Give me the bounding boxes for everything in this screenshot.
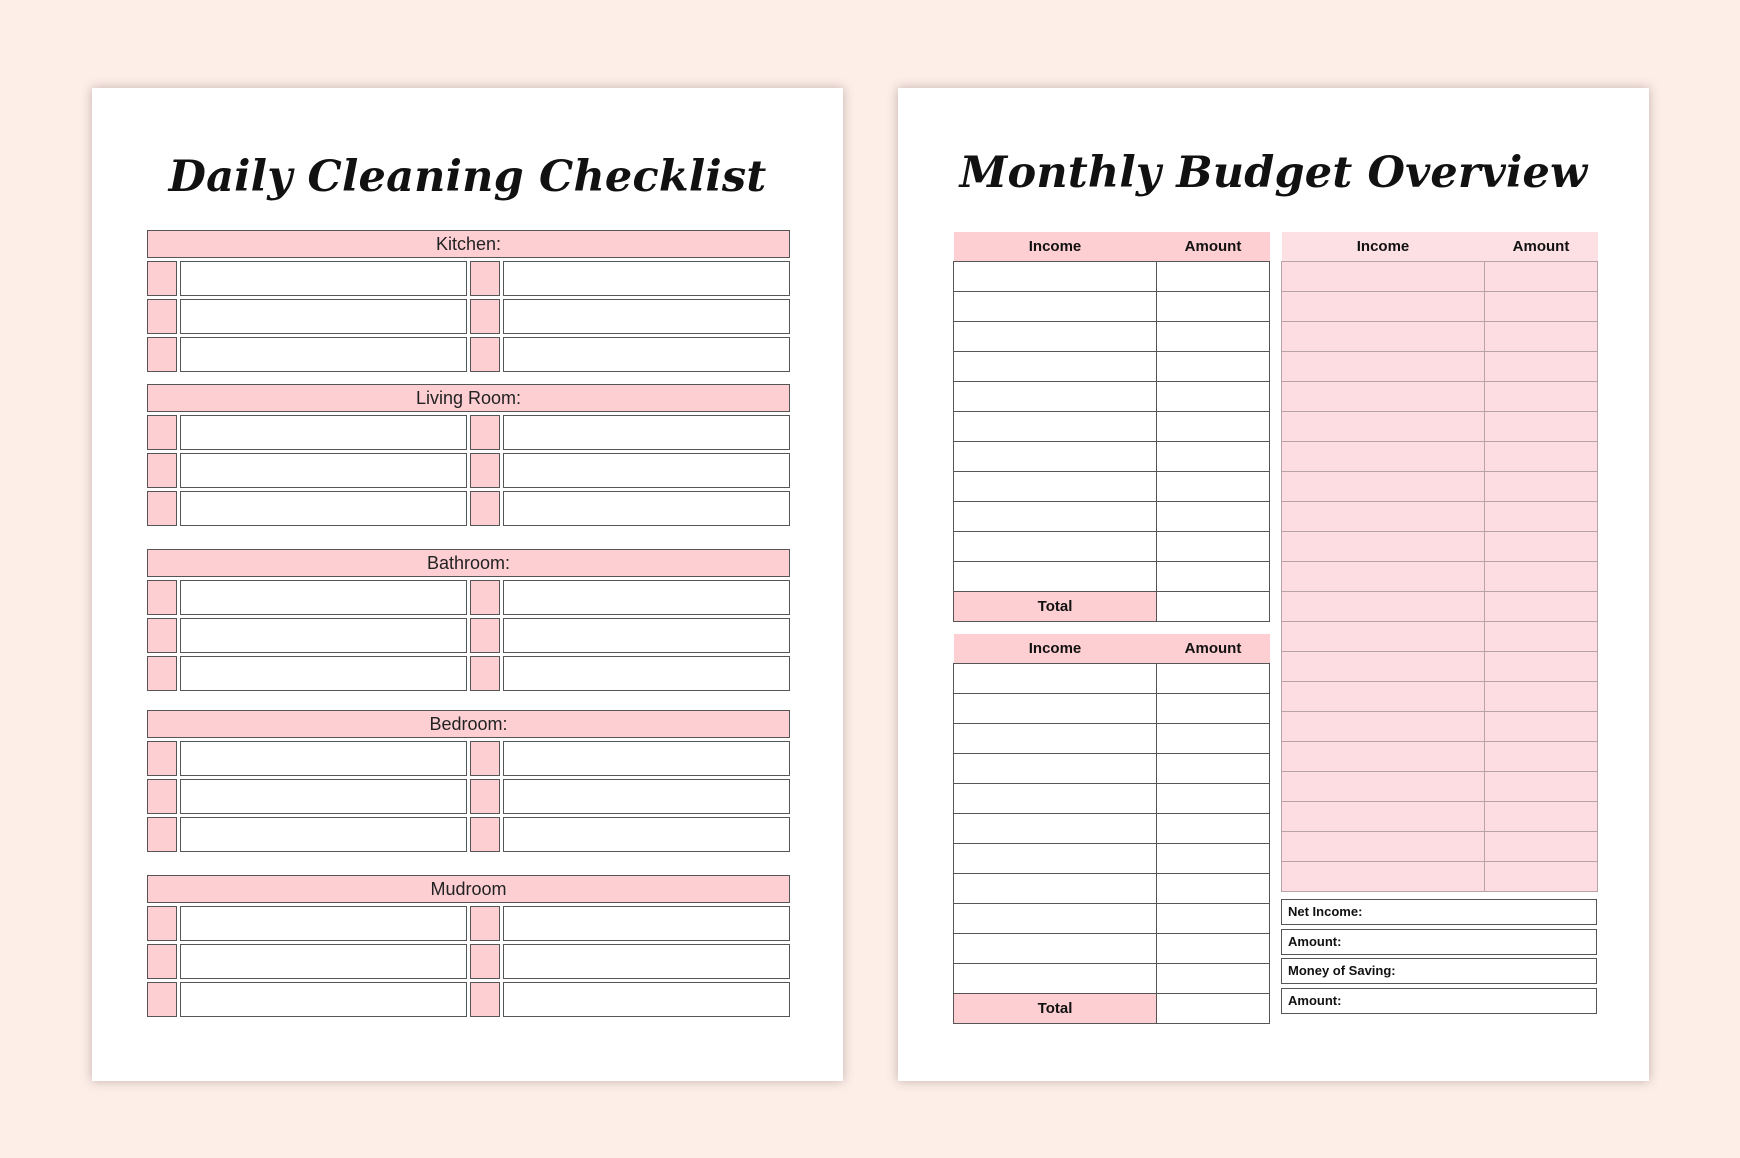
- amount-header: Amount: [1485, 232, 1598, 262]
- table-row: [954, 322, 1270, 352]
- table-row: [1282, 592, 1598, 622]
- table-row: [954, 874, 1270, 904]
- section-living-room: [147, 384, 790, 529]
- amount-cell[interactable]: [1157, 262, 1270, 292]
- task-line[interactable]: [180, 580, 467, 615]
- task-line[interactable]: [180, 982, 467, 1017]
- total-label: Total: [954, 592, 1157, 622]
- checklist-row: [147, 580, 790, 615]
- task-line[interactable]: [503, 580, 790, 615]
- checklist-row: [147, 741, 790, 776]
- checkbox[interactable]: [147, 337, 177, 372]
- amount-cell[interactable]: [1157, 382, 1270, 412]
- checkbox[interactable]: [470, 415, 500, 450]
- checkbox[interactable]: [470, 618, 500, 653]
- income-cell[interactable]: [1282, 262, 1485, 292]
- income-cell[interactable]: [1282, 622, 1485, 652]
- income-cell[interactable]: [954, 322, 1157, 352]
- task-line[interactable]: [503, 453, 790, 488]
- amount-cell[interactable]: [1485, 802, 1598, 832]
- income-cell[interactable]: [954, 292, 1157, 322]
- checkbox[interactable]: [147, 944, 177, 979]
- income-cell[interactable]: [954, 694, 1157, 724]
- table-row: [1282, 772, 1598, 802]
- task-line[interactable]: [503, 982, 790, 1017]
- amount-cell[interactable]: [1157, 442, 1270, 472]
- amount-cell[interactable]: [1157, 562, 1270, 592]
- checkbox[interactable]: [147, 618, 177, 653]
- amount-cell[interactable]: [1485, 592, 1598, 622]
- task-line[interactable]: [503, 261, 790, 296]
- income-cell[interactable]: [954, 352, 1157, 382]
- checkbox[interactable]: [470, 817, 500, 852]
- table-row: [954, 754, 1270, 784]
- table-row: [954, 934, 1270, 964]
- table-row: [954, 904, 1270, 934]
- amount-cell[interactable]: [1157, 934, 1270, 964]
- section-header: Bathroom:: [147, 549, 790, 577]
- income-cell[interactable]: [954, 502, 1157, 532]
- amount-cell[interactable]: [1157, 964, 1270, 994]
- income-header: Income: [954, 634, 1157, 664]
- income-cell[interactable]: [1282, 502, 1485, 532]
- amount-cell[interactable]: [1157, 322, 1270, 352]
- table-row: [1282, 442, 1598, 472]
- checkbox[interactable]: [470, 453, 500, 488]
- task-line[interactable]: [180, 656, 467, 691]
- table-row: [954, 814, 1270, 844]
- income-cell[interactable]: [1282, 742, 1485, 772]
- income-table-2: [953, 634, 1270, 1024]
- amount-cell[interactable]: [1157, 784, 1270, 814]
- table-row: [954, 562, 1270, 592]
- checklist-row: [147, 261, 790, 296]
- checkbox[interactable]: [470, 906, 500, 941]
- amount-cell[interactable]: [1485, 772, 1598, 802]
- amount-cell[interactable]: [1157, 532, 1270, 562]
- task-line[interactable]: [180, 779, 467, 814]
- checkbox[interactable]: [147, 906, 177, 941]
- budget-overview-page: [898, 88, 1649, 1081]
- checkbox[interactable]: [147, 982, 177, 1017]
- task-line[interactable]: [180, 261, 467, 296]
- total-label: Total: [954, 994, 1157, 1024]
- task-line[interactable]: [503, 491, 790, 526]
- table-row: [954, 844, 1270, 874]
- checklist-row: [147, 656, 790, 691]
- table-row: [1282, 802, 1598, 832]
- table-row: [1282, 652, 1598, 682]
- task-line[interactable]: [503, 779, 790, 814]
- check-rows: [147, 741, 790, 852]
- income-cell[interactable]: [1282, 862, 1485, 892]
- net-income-field[interactable]: Net Income:: [1281, 899, 1597, 925]
- table-body: [954, 664, 1270, 1024]
- amount-cell[interactable]: [1157, 754, 1270, 784]
- table-row: [954, 532, 1270, 562]
- checklist-row: [147, 618, 790, 653]
- checkbox[interactable]: [470, 741, 500, 776]
- table-row: [1282, 412, 1598, 442]
- checklist-row: [147, 299, 790, 334]
- income-cell[interactable]: [1282, 652, 1485, 682]
- table-row: [1282, 262, 1598, 292]
- income-cell[interactable]: [954, 874, 1157, 904]
- checkbox[interactable]: [147, 261, 177, 296]
- amount-cell[interactable]: [1485, 622, 1598, 652]
- total-row: [954, 592, 1270, 622]
- income-cell[interactable]: [1282, 352, 1485, 382]
- checklist-row: [147, 817, 790, 852]
- task-line[interactable]: [503, 944, 790, 979]
- task-line[interactable]: [180, 817, 467, 852]
- income-table-3: [1281, 232, 1598, 892]
- table-row: [1282, 712, 1598, 742]
- check-rows: [147, 261, 790, 372]
- check-rows: [147, 580, 790, 691]
- amount-cell[interactable]: [1157, 874, 1270, 904]
- task-line[interactable]: [503, 299, 790, 334]
- income-header: Income: [1282, 232, 1485, 262]
- section-header: Kitchen:: [147, 230, 790, 258]
- task-line[interactable]: [180, 299, 467, 334]
- task-line[interactable]: [180, 491, 467, 526]
- amount-cell[interactable]: [1485, 352, 1598, 382]
- amount-cell[interactable]: [1485, 832, 1598, 862]
- amount-cell[interactable]: [1157, 694, 1270, 724]
- section-bathroom: [147, 549, 790, 694]
- checkbox[interactable]: [470, 779, 500, 814]
- income-cell[interactable]: [1282, 592, 1485, 622]
- table-row: [954, 694, 1270, 724]
- total-row: [954, 994, 1270, 1024]
- income-cell[interactable]: [1282, 712, 1485, 742]
- income-cell[interactable]: [1282, 472, 1485, 502]
- checklist-row: [147, 944, 790, 979]
- amount-cell[interactable]: [1485, 262, 1598, 292]
- income-cell[interactable]: [954, 664, 1157, 694]
- task-line[interactable]: [503, 618, 790, 653]
- table-row: [1282, 352, 1598, 382]
- checkbox[interactable]: [470, 491, 500, 526]
- amount-cell[interactable]: [1485, 862, 1598, 892]
- checkbox[interactable]: [470, 261, 500, 296]
- amount-cell[interactable]: [1485, 562, 1598, 592]
- table-row: [954, 664, 1270, 694]
- task-line[interactable]: [503, 817, 790, 852]
- task-line[interactable]: [503, 656, 790, 691]
- checkbox[interactable]: [147, 491, 177, 526]
- income-cell[interactable]: [1282, 562, 1485, 592]
- section-bedroom: [147, 710, 790, 855]
- income-cell[interactable]: [954, 724, 1157, 754]
- table-row: [1282, 532, 1598, 562]
- table-row: [954, 412, 1270, 442]
- income-cell[interactable]: [954, 412, 1157, 442]
- checkbox[interactable]: [470, 982, 500, 1017]
- checkbox[interactable]: [470, 580, 500, 615]
- table-row: [954, 502, 1270, 532]
- total-amount-cell[interactable]: [1157, 592, 1270, 622]
- amount-header: Amount: [1157, 232, 1270, 262]
- checkbox[interactable]: [470, 337, 500, 372]
- table-row: [954, 472, 1270, 502]
- income-cell[interactable]: [954, 472, 1157, 502]
- income-cell[interactable]: [954, 262, 1157, 292]
- section-header: Mudroom: [147, 875, 790, 903]
- income-cell[interactable]: [954, 964, 1157, 994]
- amount-cell[interactable]: [1485, 502, 1598, 532]
- income-table-1: [953, 232, 1270, 622]
- checkbox[interactable]: [470, 299, 500, 334]
- checklist-row: [147, 491, 790, 526]
- check-rows: [147, 906, 790, 1017]
- table-row: [1282, 292, 1598, 322]
- table-row: [954, 964, 1270, 994]
- checkbox[interactable]: [470, 944, 500, 979]
- checkbox[interactable]: [147, 779, 177, 814]
- amount-field-1[interactable]: Amount:: [1281, 929, 1597, 955]
- table-row: [954, 784, 1270, 814]
- amount-cell[interactable]: [1485, 382, 1598, 412]
- amount-cell[interactable]: [1157, 664, 1270, 694]
- amount-cell[interactable]: [1485, 532, 1598, 562]
- amount-cell[interactable]: [1485, 292, 1598, 322]
- section-mudroom: [147, 875, 790, 1020]
- income-cell[interactable]: [1282, 682, 1485, 712]
- table-row: [954, 352, 1270, 382]
- amount-cell[interactable]: [1485, 652, 1598, 682]
- task-line[interactable]: [180, 741, 467, 776]
- checkbox[interactable]: [147, 453, 177, 488]
- amount-cell[interactable]: [1485, 412, 1598, 442]
- income-cell[interactable]: [954, 934, 1157, 964]
- money-saving-field[interactable]: Money of Saving:: [1281, 958, 1597, 984]
- income-cell[interactable]: [1282, 832, 1485, 862]
- table-row: [954, 382, 1270, 412]
- total-amount-cell[interactable]: [1157, 994, 1270, 1024]
- section-header: Living Room:: [147, 384, 790, 412]
- table-row: [1282, 622, 1598, 652]
- task-line[interactable]: [503, 337, 790, 372]
- page-title: Monthly Budget Overview: [959, 148, 1588, 198]
- income-cell[interactable]: [1282, 322, 1485, 352]
- task-line[interactable]: [503, 741, 790, 776]
- checkbox[interactable]: [147, 741, 177, 776]
- income-cell[interactable]: [1282, 802, 1485, 832]
- amount-header: Amount: [1157, 634, 1270, 664]
- amount-cell[interactable]: [1485, 682, 1598, 712]
- income-cell[interactable]: [1282, 532, 1485, 562]
- amount-cell[interactable]: [1485, 742, 1598, 772]
- checklist-row: [147, 779, 790, 814]
- income-cell[interactable]: [954, 532, 1157, 562]
- amount-cell[interactable]: [1157, 412, 1270, 442]
- page-title: Daily Cleaning Checklist: [168, 152, 767, 202]
- income-cell[interactable]: [954, 382, 1157, 412]
- amount-cell[interactable]: [1157, 502, 1270, 532]
- table-row: [954, 724, 1270, 754]
- income-cell[interactable]: [1282, 772, 1485, 802]
- income-cell[interactable]: [1282, 382, 1485, 412]
- table-row: [1282, 472, 1598, 502]
- income-cell[interactable]: [954, 562, 1157, 592]
- task-line[interactable]: [180, 453, 467, 488]
- task-line[interactable]: [180, 906, 467, 941]
- amount-cell[interactable]: [1157, 904, 1270, 934]
- checklist-row: [147, 982, 790, 1017]
- task-line[interactable]: [503, 906, 790, 941]
- amount-cell[interactable]: [1485, 472, 1598, 502]
- amount-cell[interactable]: [1485, 442, 1598, 472]
- table-body: [1282, 262, 1598, 892]
- income-cell[interactable]: [954, 814, 1157, 844]
- task-line[interactable]: [180, 944, 467, 979]
- table-row: [1282, 502, 1598, 532]
- income-cell[interactable]: [1282, 412, 1485, 442]
- checklist-row: [147, 337, 790, 372]
- section-kitchen: [147, 230, 790, 375]
- table-row: [1282, 322, 1598, 352]
- checkbox[interactable]: [147, 299, 177, 334]
- table-row: [954, 262, 1270, 292]
- checkbox[interactable]: [147, 656, 177, 691]
- income-cell[interactable]: [954, 844, 1157, 874]
- table-row: [954, 442, 1270, 472]
- table-row: [1282, 382, 1598, 412]
- task-line[interactable]: [180, 415, 467, 450]
- table-body: [954, 262, 1270, 622]
- income-header: Income: [954, 232, 1157, 262]
- income-cell[interactable]: [954, 754, 1157, 784]
- checkbox[interactable]: [147, 580, 177, 615]
- income-cell[interactable]: [1282, 442, 1485, 472]
- amount-cell[interactable]: [1157, 814, 1270, 844]
- section-header: Bedroom:: [147, 710, 790, 738]
- table-row: [954, 292, 1270, 322]
- task-line[interactable]: [503, 415, 790, 450]
- amount-cell[interactable]: [1485, 322, 1598, 352]
- table-row: [1282, 832, 1598, 862]
- table-row: [1282, 742, 1598, 772]
- checklist-row: [147, 906, 790, 941]
- task-line[interactable]: [180, 618, 467, 653]
- amount-cell[interactable]: [1157, 292, 1270, 322]
- income-cell[interactable]: [954, 784, 1157, 814]
- cleaning-checklist-page: [92, 88, 843, 1081]
- income-cell[interactable]: [954, 904, 1157, 934]
- table-row: [1282, 682, 1598, 712]
- amount-cell[interactable]: [1485, 712, 1598, 742]
- amount-cell[interactable]: [1157, 724, 1270, 754]
- income-cell[interactable]: [1282, 292, 1485, 322]
- income-cell[interactable]: [954, 442, 1157, 472]
- checkbox[interactable]: [470, 656, 500, 691]
- table-row: [1282, 562, 1598, 592]
- checklist-row: [147, 415, 790, 450]
- checkbox[interactable]: [147, 817, 177, 852]
- checklist-row: [147, 453, 790, 488]
- amount-cell[interactable]: [1157, 352, 1270, 382]
- amount-cell[interactable]: [1157, 844, 1270, 874]
- checkbox[interactable]: [147, 415, 177, 450]
- amount-field-2[interactable]: Amount:: [1281, 988, 1597, 1014]
- check-rows: [147, 415, 790, 526]
- task-line[interactable]: [180, 337, 467, 372]
- amount-cell[interactable]: [1157, 472, 1270, 502]
- table-row: [1282, 862, 1598, 892]
